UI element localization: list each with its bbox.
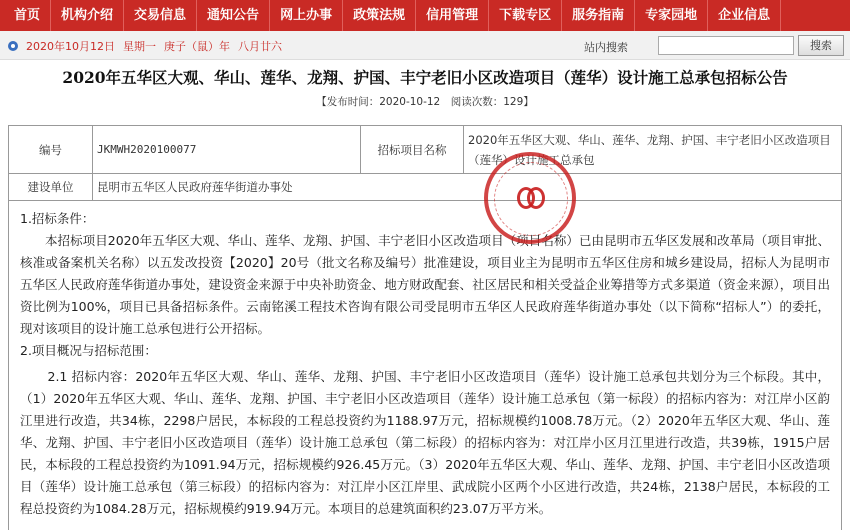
top-info-bar [0, 31, 850, 60]
nav-item-notices[interactable]: 通知公告 [197, 0, 270, 31]
date-text: 2020年10月12日 [26, 40, 115, 53]
nav-item-policies[interactable]: 政策法规 [343, 0, 416, 31]
nav-item-online-service[interactable]: 网上办事 [270, 0, 343, 31]
seal-stamp-icon [484, 152, 576, 244]
section-heading-2: 2.项目概况与招标范围： [20, 343, 157, 358]
nav-item-home[interactable]: 首页 [0, 0, 51, 31]
nav-item-downloads[interactable]: 下载专区 [489, 0, 562, 31]
lunar-day-text: 八月廿六 [238, 40, 282, 53]
tender-info-table [8, 125, 842, 201]
nav-item-institution[interactable]: 机构介绍 [51, 0, 124, 31]
seal-logo-icon [517, 187, 543, 213]
weekday-text: 星期一 [123, 40, 156, 53]
project-name-label: 招标项目名称 [361, 126, 464, 174]
section-heading-1: 1.招标条件： [20, 211, 95, 226]
nav-item-enterprise[interactable]: 企业信息 [708, 0, 781, 31]
project-name-value: 2020年五华区大观、华山、莲华、龙翔、护国、丰宁老旧小区改造项目（莲华）设计施工总承包 [464, 126, 842, 174]
publish-meta: 【发布时间：2020-10-12 阅读次数：129】 [316, 96, 534, 108]
search-button[interactable]: 搜索 [798, 35, 844, 56]
nav-item-service-guide[interactable]: 服务指南 [562, 0, 635, 31]
main-nav [0, 0, 850, 31]
section-paragraph-2: 2.1 招标内容：2020年五华区大观、华山、莲华、龙翔、护国、丰宁老旧小区改造项目（莲华）设计施工总承包共划分为三个标段。其中，（1）2020年五华区大观、华山、莲华、龙翔、护国、丰宁老旧小区改造项目（莲华）设计施工总承包（第一标段）的招标内容为：对江岸小区韵江里进行改造，共34栋，2298户居民，本标段的工程总投资约为1188.97万元，招标规模约1008.78万元。（2）2020年五华区大观、华山、莲华、龙翔、护国、丰宁老旧小区改造项目（莲华）设计施工总承包（第二标段）的招标内容为：对江岸小区月江里进行改造，共39栋，1915户居民，本标段的工程总投资约为1091.94万元，招标规模约926.45万元。（3）2020年五华区大观、华山、莲华、龙翔、护国、丰宁老旧小区改造项目（莲华）设计施工总承包（第三标段）的招标内容为：对江岸小区江岸里、武成院小区两个小区进行改造，共24栋，2138户居民，本标段的工程总投资约为1084.28万元，招标规模约919.94万元。本项目的总建筑面积约23.07万平方米。 [20, 369, 830, 516]
notice-body [8, 201, 842, 530]
section-paragraph-1: 本招标项目2020年五华区大观、华山、莲华、龙翔、护国、丰宁老旧小区改造项目（项目名称）已由昆明市五华区发展和改革局（项目审批、核准或备案机关名称）以五发改投资【2020】20号（批文名称及编号）批准建设，项目业主为昆明市五华区住房和城乡建设局，招标人为昆明市五华区人民政府莲华街道办事处，建设资金来源于中央补助资金、地方财政配套、社区居民和相关受益企业筹措等方式多渠道（资金来源），项目出资比例为100%，项目已具备招标条件。云南铭溪工程技术咨询有限公司受昆明市五华区人民政府莲华街道办事处（以下简称“招标人”）的委托，现对该项目的设计施工总承包进行公开招标。 [20, 233, 830, 336]
search-label: 站内搜索 [584, 41, 628, 54]
nav-item-experts[interactable]: 专家园地 [635, 0, 708, 31]
nav-item-trading-info[interactable]: 交易信息 [124, 0, 197, 31]
code-label: 编号 [9, 126, 93, 174]
lunar-year-text: 庚子（鼠）年 [164, 40, 230, 53]
unit-label: 建设单位 [9, 174, 93, 201]
bullet-icon [8, 41, 18, 51]
date-display [8, 38, 290, 54]
unit-value: 昆明市五华区人民政府莲华街道办事处 [93, 174, 842, 201]
page-title: 2020年五华区大观、华山、莲华、龙翔、护国、丰宁老旧小区改造项目（莲华）设计施工总承包招标公告 [62, 68, 788, 87]
code-value: JKMWH2020100077 [93, 126, 361, 174]
nav-item-credit[interactable]: 信用管理 [416, 0, 489, 31]
search-input[interactable] [658, 36, 794, 55]
